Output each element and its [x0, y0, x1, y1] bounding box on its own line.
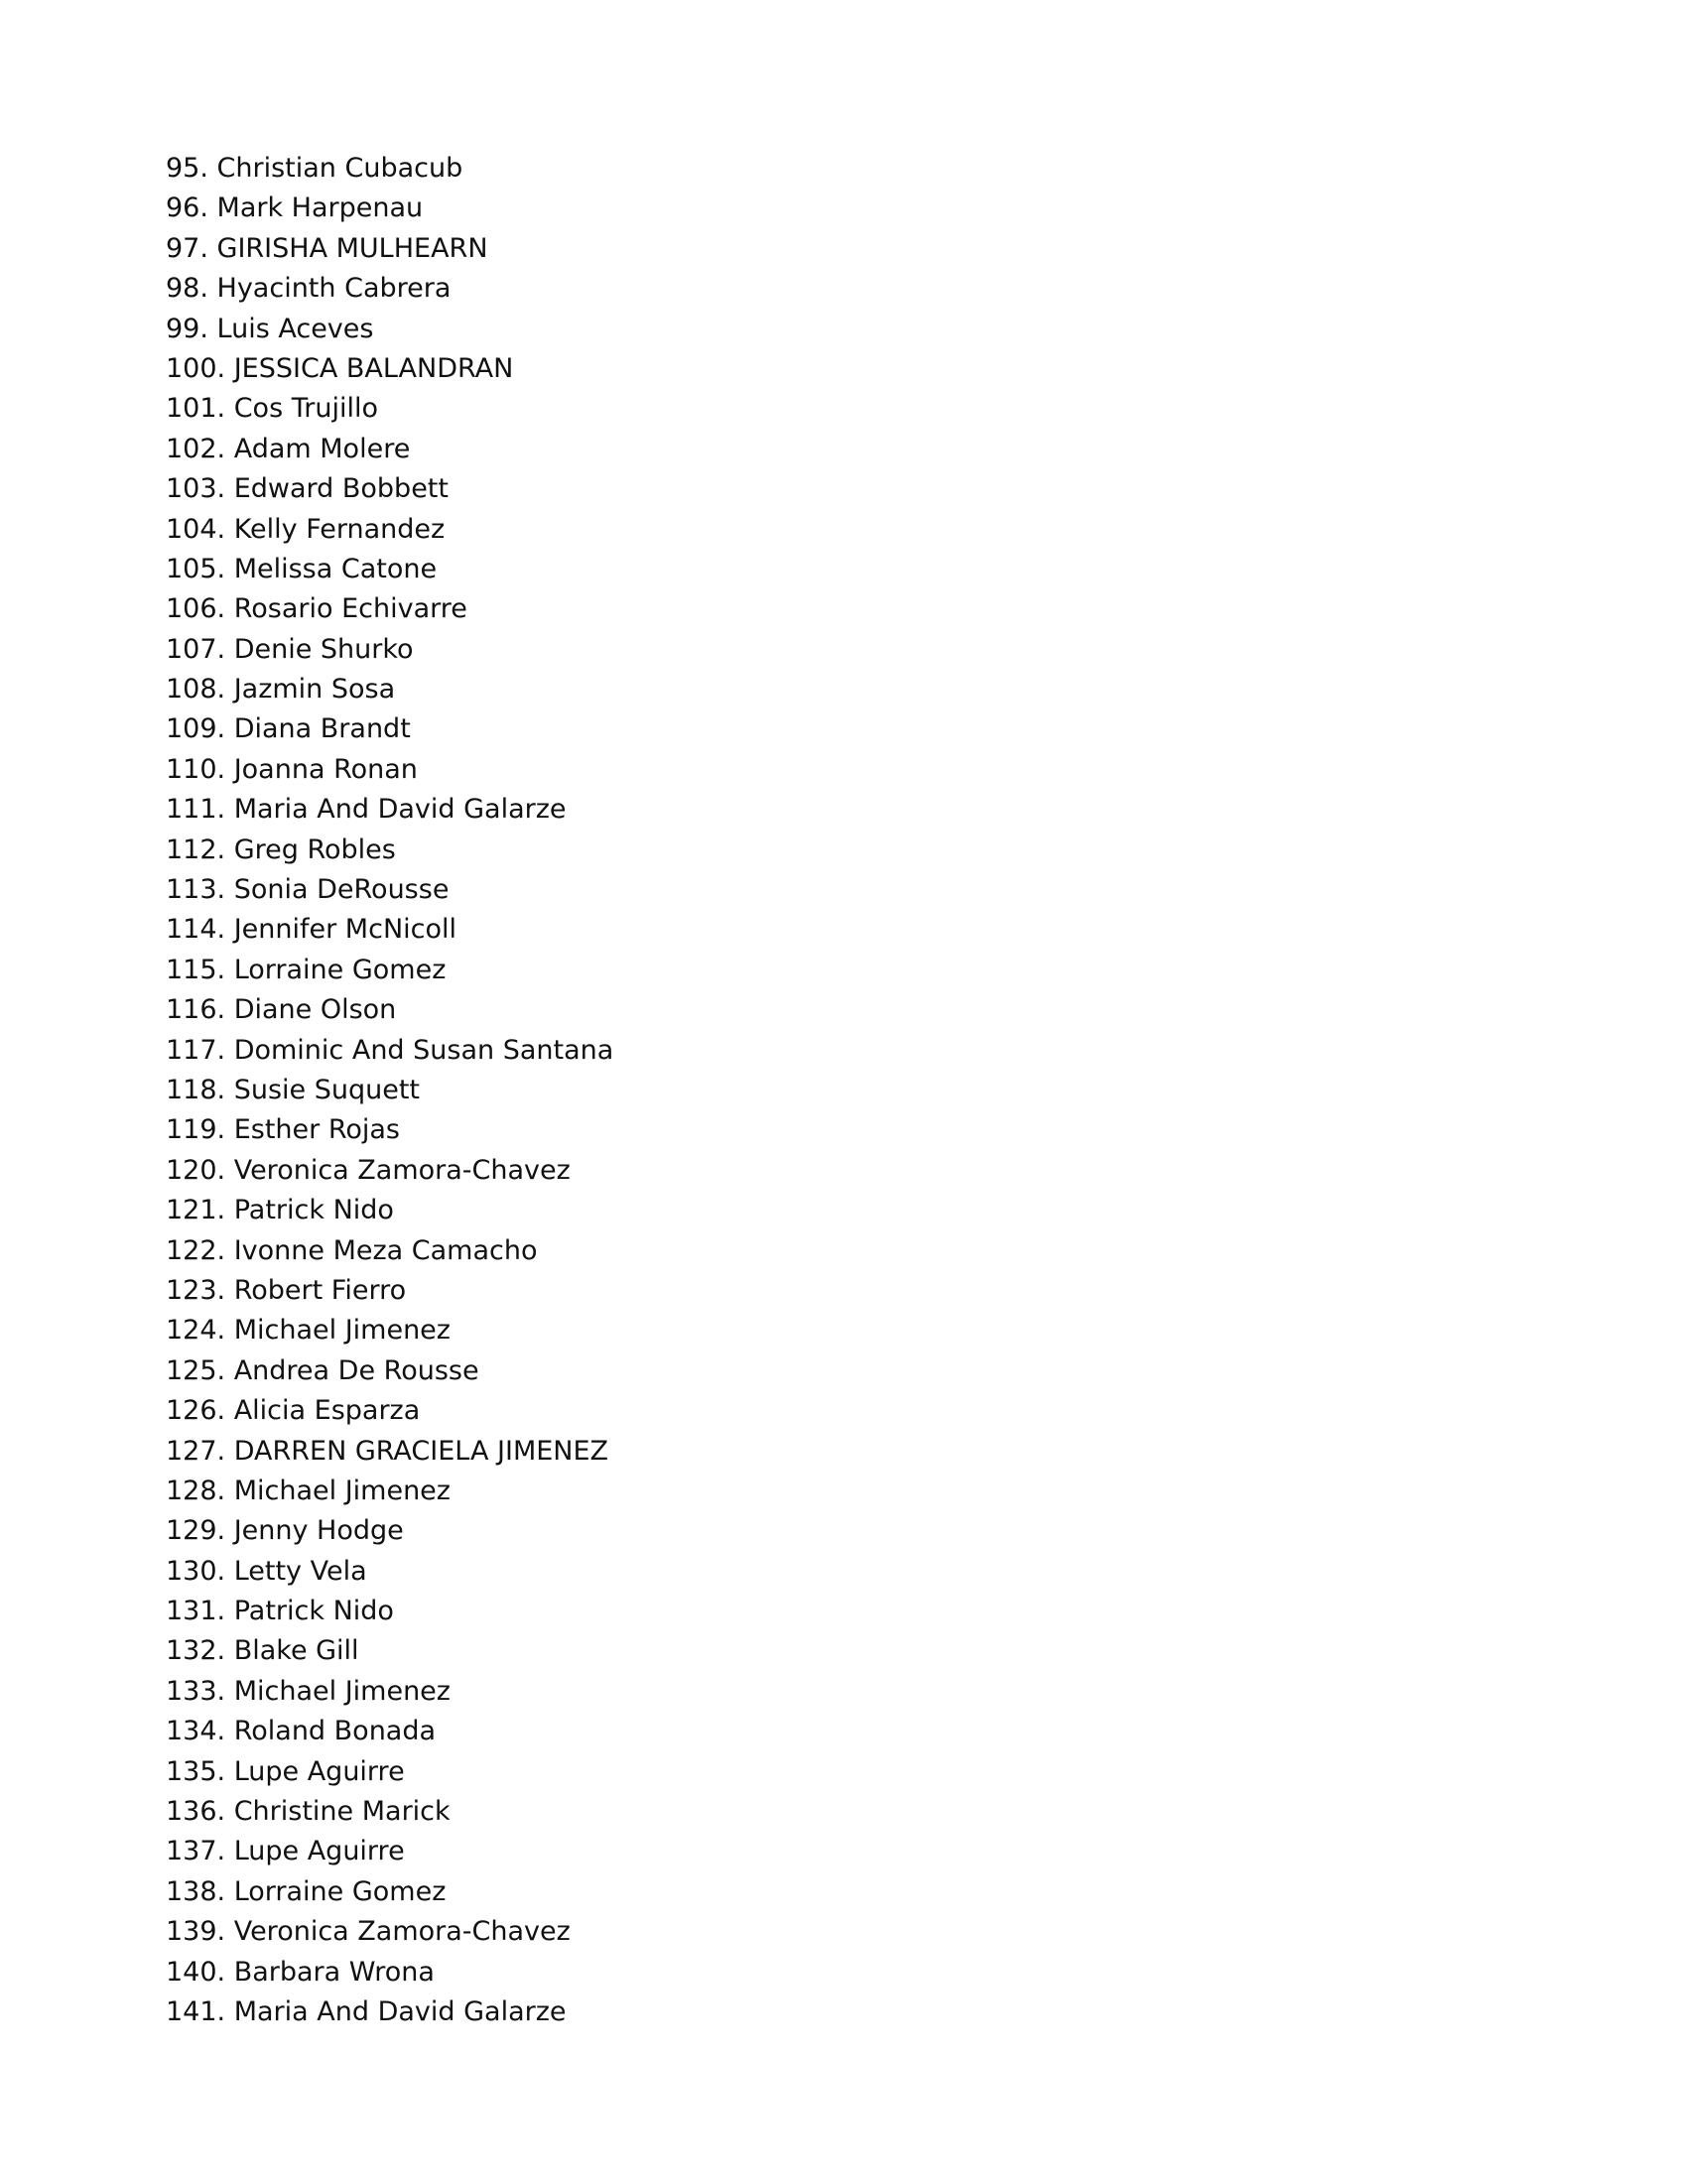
list-item: 132. Blake Gill — [166, 1635, 359, 1667]
list-item: 141. Maria And David Galarze — [166, 1995, 567, 2027]
list-item: 123. Robert Fierro — [166, 1274, 407, 1306]
list-item: 108. Jazmin Sosa — [166, 674, 396, 706]
list-item: 120. Veronica Zamora-Chavez — [166, 1154, 571, 1186]
list-item: 104. Kelly Fernandez — [166, 513, 446, 545]
list-item: 111. Maria And David Galarze — [166, 794, 567, 826]
list-item: 129. Jenny Hodge — [166, 1515, 404, 1547]
list-item: 122. Ivonne Meza Camacho — [166, 1234, 538, 1266]
list-item: 140. Barbara Wrona — [166, 1956, 435, 1988]
list-item: 117. Dominic And Susan Santana — [166, 1034, 614, 1066]
list-item: 130. Letty Vela — [166, 1555, 367, 1587]
list-item: 124. Michael Jimenez — [166, 1315, 451, 1347]
list-item: 133. Michael Jimenez — [166, 1675, 451, 1707]
list-item: 137. Lupe Aguirre — [166, 1836, 405, 1867]
list-item: 113. Sonia DeRousse — [166, 874, 450, 906]
list-item: 106. Rosario Echivarre — [166, 593, 467, 625]
list-item: 125. Andrea De Rousse — [166, 1354, 479, 1386]
list-item: 135. Lupe Aguirre — [166, 1755, 405, 1787]
name-list — [166, 149, 613, 2032]
list-item: 116. Diane Olson — [166, 994, 397, 1026]
list-item: 127. DARREN GRACIELA JIMENEZ — [166, 1435, 609, 1467]
list-item: 138. Lorraine Gomez — [166, 1875, 447, 1907]
list-item: 115. Lorraine Gomez — [166, 954, 447, 985]
list-item: 139. Veronica Zamora-Chavez — [166, 1916, 571, 1948]
list-item: 105. Melissa Catone — [166, 553, 438, 584]
list-item: 134. Roland Bonada — [166, 1716, 437, 1747]
list-item: 118. Susie Suquett — [166, 1074, 420, 1105]
list-item: 95. Christian Cubacub — [166, 153, 463, 184]
list-item: 121. Patrick Nido — [166, 1195, 394, 1226]
list-item: 100. JESSICA BALANDRAN — [166, 352, 514, 384]
list-item: 99. Luis Aceves — [166, 313, 374, 344]
list-item: 101. Cos Trujillo — [166, 393, 378, 425]
list-item: 96. Mark Harpenau — [166, 193, 424, 224]
list-item: 131. Patrick Nido — [166, 1596, 394, 1627]
list-item: 97. GIRISHA MULHEARN — [166, 232, 488, 264]
list-item: 136. Christine Marick — [166, 1796, 451, 1828]
list-item: 128. Michael Jimenez — [166, 1475, 451, 1506]
list-item: 103. Edward Bobbett — [166, 473, 449, 505]
list-item: 126. Alicia Esparza — [166, 1395, 421, 1427]
list-item: 110. Joanna Ronan — [166, 753, 418, 785]
list-item: 107. Denie Shurko — [166, 633, 414, 665]
list-item: 98. Hyacinth Cabrera — [166, 273, 452, 305]
list-item: 114. Jennifer McNicoll — [166, 914, 457, 946]
list-item: 109. Diana Brandt — [166, 713, 411, 745]
list-item: 102. Adam Molere — [166, 433, 411, 464]
list-item: 112. Greg Robles — [166, 834, 396, 865]
list-item: 119. Esther Rojas — [166, 1114, 400, 1146]
